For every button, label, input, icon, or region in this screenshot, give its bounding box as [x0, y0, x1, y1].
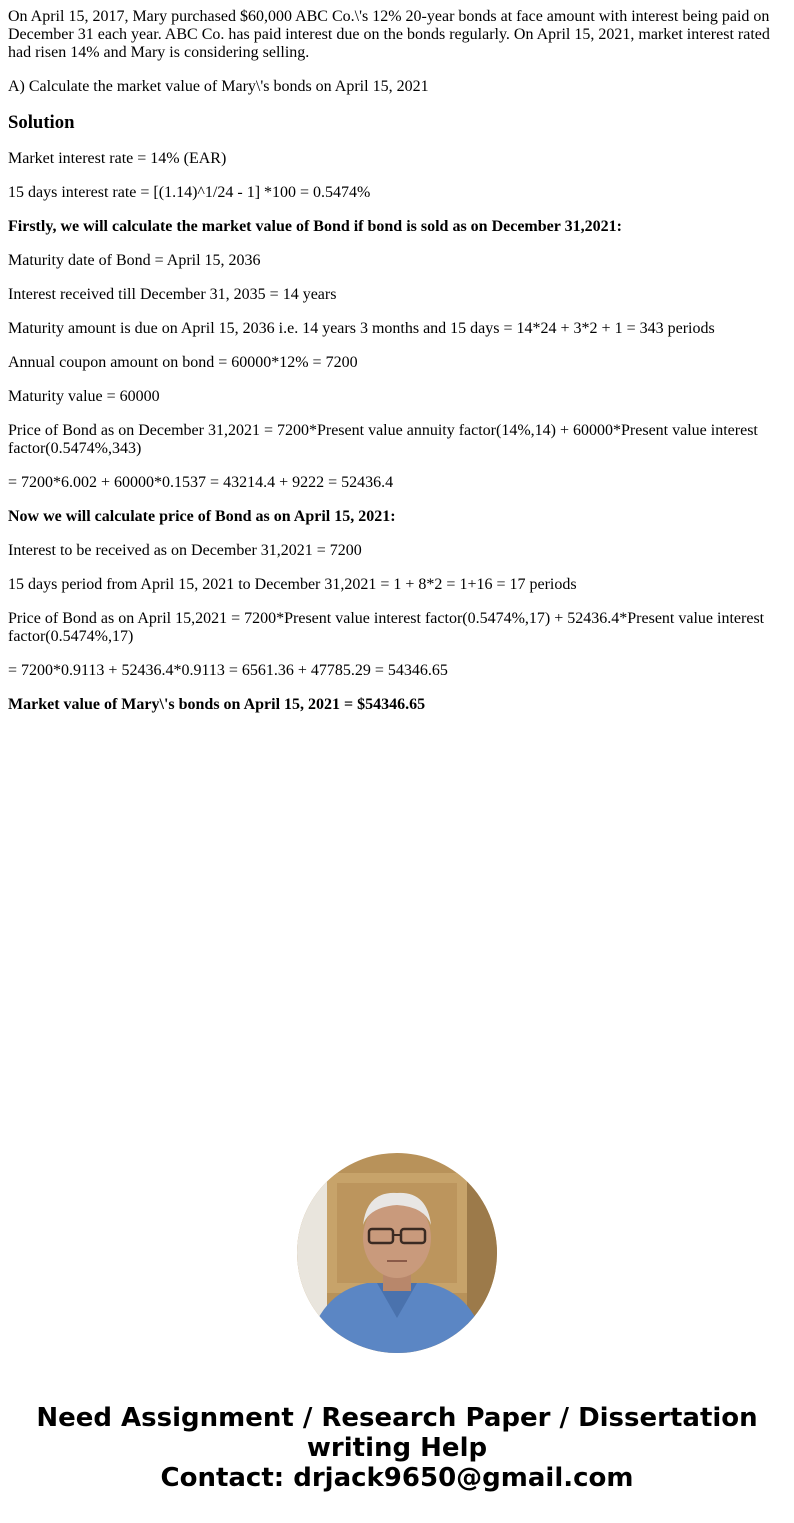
- solution-line: = 7200*6.002 + 60000*0.1537 = 43214.4 + 9222 = 52436.4: [8, 474, 394, 491]
- solution-line: 15 days interest rate = [(1.14)^1/24 - 1] *100 = 0.5474%: [8, 184, 371, 201]
- avatar: [297, 1153, 497, 1353]
- solution-step-heading: Firstly, we will calculate the market value of Bond if bond is sold as on December 31,2021:: [8, 218, 622, 235]
- solution-line: Price of Bond as on December 31,2021 = 7200*Present value annuity factor(14%,14) + 60000*Present value interest factor(0.5474%,343): [8, 422, 758, 457]
- solution-lines: [8, 150, 786, 714]
- solution-line: Interest received till December 31, 2035 = 14 years: [8, 286, 337, 303]
- solution-line: Market interest rate = 14% (EAR): [8, 150, 227, 167]
- solution-line: Maturity amount is due on April 15, 2036 i.e. 14 years 3 months and 15 days = 14*24 + 3*2 + 1 = 343 periods: [8, 320, 715, 337]
- question-part-a: A) Calculate the market value of Mary\'s bonds on April 15, 2021: [8, 78, 429, 95]
- solution-line: Maturity date of Bond = April 15, 2036: [8, 252, 261, 269]
- solution-line: Interest to be received as on December 31,2021 = 7200: [8, 542, 362, 559]
- solution-line: Annual coupon amount on bond = 60000*12% = 7200: [8, 354, 358, 371]
- person-photo-icon: [297, 1153, 497, 1353]
- solution-step-heading: Market value of Mary\'s bonds on April 15, 2021 = $54346.65: [8, 696, 426, 713]
- question-text: On April 15, 2017, Mary purchased $60,000 ABC Co.\'s 12% 20-year bonds at face amount with interest being paid on December 31 each year. ABC Co. has paid interest due on the bonds regularly. On April 15, 2021, market interest rated had risen 14% and Mary is considering selling.: [8, 8, 770, 61]
- solution-line: 15 days period from April 15, 2021 to December 31,2021 = 1 + 8*2 = 1+16 = 17 periods: [8, 576, 577, 593]
- solution-line: Maturity value = 60000: [8, 388, 160, 405]
- solution-line: Price of Bond as on April 15,2021 = 7200*Present value interest factor(0.5474%,17) + 52436.4*Present value interest factor(0.5474%,17): [8, 610, 765, 645]
- footer-line-1: Need Assignment / Research Paper / Dissertation: [36, 1403, 758, 1433]
- solution-heading: Solution: [8, 112, 75, 133]
- footer-line-2: writing Help: [306, 1433, 488, 1463]
- document-body: [8, 8, 786, 730]
- footer-banner: [0, 1403, 794, 1493]
- solution-line: = 7200*0.9113 + 52436.4*0.9113 = 6561.36 + 47785.29 = 54346.65: [8, 662, 448, 679]
- solution-step-heading: Now we will calculate price of Bond as on April 15, 2021:: [8, 508, 396, 525]
- footer-contact: Contact: drjack9650@gmail.com: [160, 1463, 634, 1493]
